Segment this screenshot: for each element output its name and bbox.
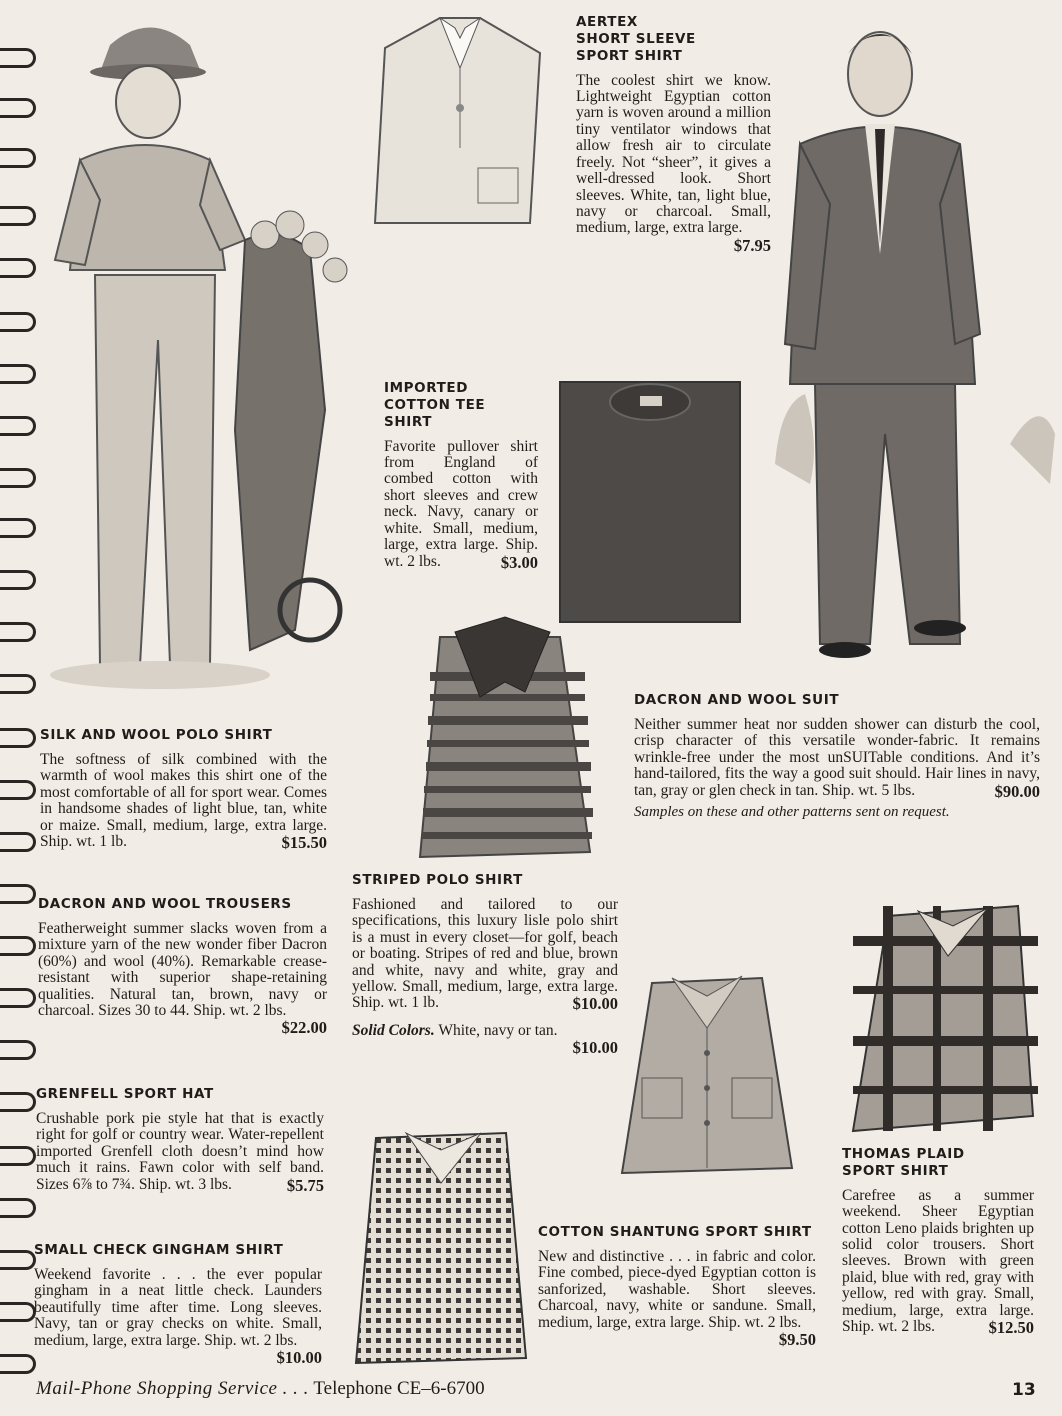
plaid-description (842, 1188, 1034, 1336)
tee-shirt-illustration (550, 372, 750, 627)
shantung-shirt-illustration (612, 958, 800, 1180)
striped-description (352, 897, 618, 1012)
mail-phone-service: Mail-Phone Shopping Service . . . (36, 1378, 309, 1399)
striped-polo-illustration (410, 612, 600, 862)
solid-colors-price: $10.00 (572, 1037, 618, 1057)
suit-block (634, 692, 1040, 821)
striped-description-text: Fashioned and tailored to our specifications, this luxury lisle polo shirt is a must in every closet—for golf, beach or boating. Stripes of red and blue, brown and white, navy and white, gray and yellow. Small, medium, large, extra large. Ship. wt. 1 lb. (352, 895, 618, 1012)
spiral-binding (0, 0, 40, 1416)
aertex-title: AERTEX SHORT SLEEVE SPORT SHIRT (576, 14, 696, 64)
hat-description (36, 1111, 324, 1193)
golfer-illustration (40, 10, 360, 710)
tee-description-text: Favorite pullover shirt from England of combed cotton with short sleeves and crew neck. Navy, canary or white. Small, medium, large, extra large. Ship. wt. 2 lbs. (384, 437, 538, 570)
trousers-price: $22.00 (281, 1018, 327, 1038)
polo-title: SILK AND WOOL POLO SHIRT (40, 727, 273, 743)
solid-colors-label: Solid Colors. (352, 1021, 435, 1039)
suit-price: $90.00 (994, 781, 1040, 801)
polo-price: $15.50 (281, 832, 327, 852)
tee-description (384, 439, 538, 570)
solid-colors-text: White, navy or tan. (438, 1021, 558, 1039)
striped-block (352, 872, 618, 1057)
suit-title: DACRON AND WOOL SUIT (634, 692, 840, 708)
aertex-block (576, 14, 771, 254)
suit-man-illustration (760, 14, 1060, 674)
tee-block (384, 380, 538, 571)
gingham-title: SMALL CHECK GINGHAM SHIRT (34, 1242, 284, 1258)
polo-description (40, 752, 327, 851)
plaid-shirt-illustration (848, 896, 1040, 1136)
hat-title: GRENFELL SPORT HAT (36, 1086, 214, 1102)
suit-description-text: Neither summer heat nor sudden shower can disturb the cool, crisp character of this versatile wonder-fabric. It remains wrinkle-free under the most unSUITable conditions. And it’s hand-tailored, fits the way a good suit should. Hair lines in navy, tan, gray or glen check in tan. Ship. wt. 5 lbs. (634, 715, 1040, 799)
trousers-description-text: Featherweight summer slacks woven from a mixture yarn of the new wonder fiber Dacron (60%) and wool (40%). Remarkable crease-resistant with superior shape-retaining qualities. Natural tan, brown, navy or charcoal. Sizes 30 to 44. Ship. wt. 2 lbs. (38, 919, 327, 1019)
tee-title: IMPORTED COTTON TEE SHIRT (384, 380, 486, 430)
trousers-description (38, 919, 327, 1038)
striped-price: $10.00 (572, 994, 618, 1014)
gingham-block (34, 1242, 322, 1366)
plaid-block (842, 1146, 1034, 1337)
trousers-block (38, 896, 327, 1037)
shantung-title: COTTON SHANTUNG SPORT SHIRT (538, 1224, 812, 1240)
striped-title: STRIPED POLO SHIRT (352, 872, 523, 888)
trousers-title: DACRON AND WOOL TROUSERS (38, 896, 292, 912)
gingham-shirt-illustration (346, 1118, 534, 1368)
footer (36, 1378, 485, 1400)
page-number: 13 (1012, 1380, 1036, 1400)
solid-colors-line (352, 1021, 618, 1057)
plaid-title: THOMAS PLAID SPORT SHIRT (842, 1146, 965, 1179)
aertex-description-text: The coolest shirt we know. Lightweight Egyptian cotton yarn is woven around a million tiny ventilator windows that allow fresh air to circulate freely. Not “sheer”, it gives a well-dressed look. Short sleeves. White, tan, light blue, navy or charcoal. Small, medium, large, extra large. (576, 71, 771, 237)
hat-block (36, 1086, 324, 1194)
hat-description-text: Crushable pork pie style hat that is exactly right for golf or country wear. Water-repellent imported Grenfell cloth doesn’t mind how much it rains. Fawn color with self band. Sizes 6⅞ to 7¾. Ship. wt. 3 lbs. (36, 1109, 324, 1193)
aertex-price: $7.95 (733, 235, 771, 255)
gingham-description (34, 1265, 322, 1367)
telephone-number: Telephone CE–6-6700 (313, 1378, 485, 1399)
polo-description-text: The softness of silk combined with the warmth of wool makes this shirt one of the most comfortable of all for sport wear. Comes in handsome shades of light blue, tan, white or maize. Small, medium, large, extra large. Ship. wt. 1 lb. (40, 750, 327, 850)
plaid-price: $12.50 (988, 1318, 1034, 1338)
suit-description (634, 717, 1040, 799)
shantung-description-text: New and distinctive . . . in fabric and color. Fine combed, piece-dyed Egyptian cotton is sanforized, washable. Short sleeves. Charcoal, navy, white or sandune. Small, medium, large, extra large. Ship. wt. 2 lbs. (538, 1247, 816, 1331)
shantung-block (538, 1224, 816, 1348)
tee-price: $3.00 (500, 552, 538, 572)
gingham-description-text: Weekend favorite . . . the ever popular gingham in a neat little check. Launders beautifully time after time. Long sleeves. Navy, tan or gray checks on white. Small, medium, large, extra large. Ship. wt. 2 lbs. (34, 1265, 322, 1349)
hat-price: $5.75 (286, 1175, 324, 1195)
samples-note: Samples on these and other patterns sent on request. (634, 803, 950, 820)
gingham-price: $10.00 (276, 1347, 322, 1367)
aertex-description (576, 71, 771, 255)
shantung-description (538, 1247, 816, 1349)
plaid-description-text: Carefree as a summer weekend. Sheer Egyptian cotton Leno plaids brighten up solid color trousers. Short sleeves. Brown with green plaid, blue with red, gray with yellow, red with gray. Small, medium, large, extra large. Ship. wt. 2 lbs. (842, 1186, 1034, 1336)
aertex-shirt-illustration (360, 8, 560, 233)
polo-block (40, 727, 327, 851)
shantung-price: $9.50 (778, 1329, 816, 1349)
